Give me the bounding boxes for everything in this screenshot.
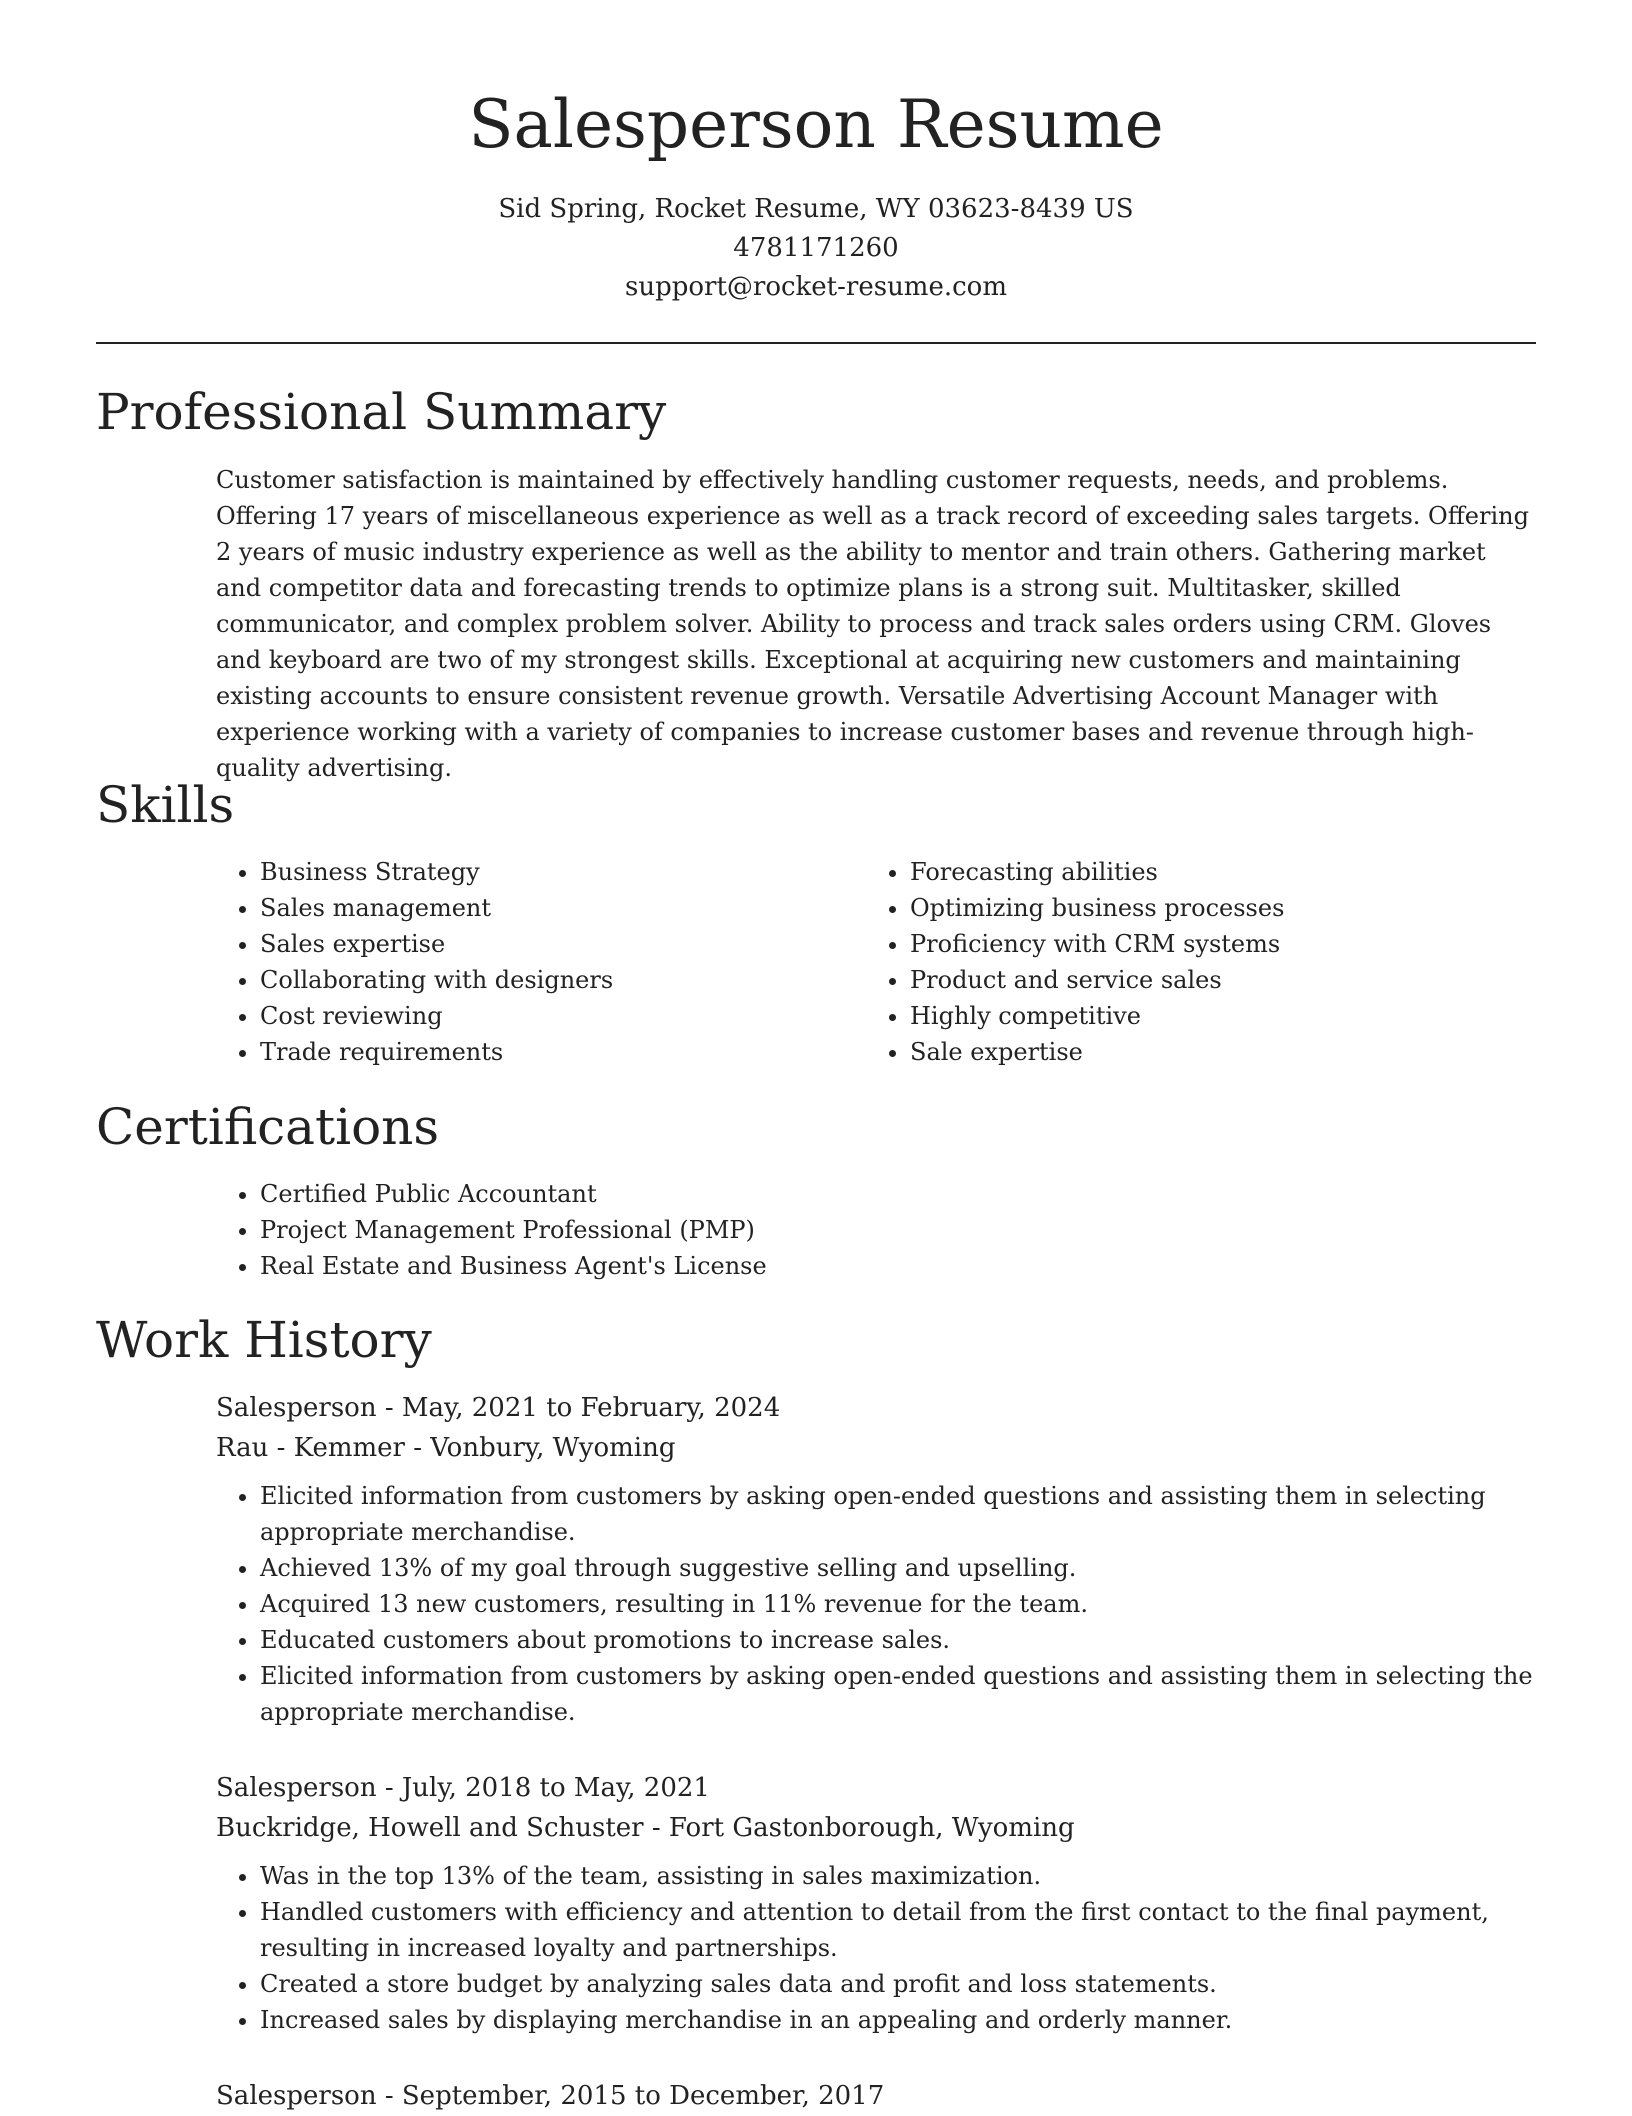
certification-item: • Real Estate and Business Agent's License bbox=[260, 1248, 1536, 1284]
header-divider bbox=[96, 342, 1536, 344]
job-title-line: Salesperson - July, 2018 to May, 2021 bbox=[216, 1773, 710, 1803]
skills-heading: Skills bbox=[96, 776, 235, 834]
page-title: Salesperson Resume bbox=[468, 86, 1164, 163]
resume-header bbox=[0, 0, 1632, 307]
skill-item: • Trade requirements bbox=[260, 1034, 866, 1070]
email-text: support@rocket-resume.com bbox=[624, 272, 1007, 302]
skill-item: • Business Strategy bbox=[260, 854, 866, 890]
job-bullet: • Was in the top 13% of the team, assisting in sales maximization. bbox=[260, 1858, 1536, 1894]
job-company-line: Buckridge, Howell and Schuster - Fort Gastonborough, Wyoming bbox=[216, 1813, 1075, 1843]
certification-item: • Certified Public Accountant bbox=[260, 1176, 1536, 1212]
job-bullet: • Educated customers about promotions to increase sales. bbox=[260, 1622, 1536, 1658]
skills-list-right bbox=[866, 854, 1516, 1070]
phone-text: 4781171260 bbox=[733, 233, 899, 263]
skills-column-right bbox=[866, 854, 1516, 1070]
job-company-line: Rau - Kemmer - Vonbury, Wyoming bbox=[216, 1433, 676, 1463]
certifications-heading: Certifications bbox=[96, 1098, 440, 1156]
job-bullet: • Achieved 13% of my goal through suggestive selling and upselling. bbox=[260, 1550, 1536, 1586]
skill-item: • Cost reviewing bbox=[260, 998, 866, 1034]
job-bullet: • Created a store budget by analyzing sales data and profit and loss statements. bbox=[260, 1966, 1536, 2002]
job-bullet: • Elicited information from customers by asking open-ended questions and assisting them in selecting appropriate merchandise. bbox=[260, 1478, 1536, 1550]
skill-item: • Product and service sales bbox=[910, 962, 1516, 998]
certifications-section bbox=[216, 1176, 1536, 1284]
skill-item: • Sales expertise bbox=[260, 926, 866, 962]
job-entry bbox=[216, 2076, 1536, 2116]
job-bullets bbox=[216, 1858, 1536, 2038]
address-text: Sid Spring, Rocket Resume, WY 03623-8439 US bbox=[498, 194, 1134, 224]
job-bullet: • Handled customers with efficiency and attention to detail from the first contact to the final payment, resulting in increased loyalty and partnerships. bbox=[260, 1894, 1536, 1966]
job-entry bbox=[216, 1388, 1536, 1730]
skill-item: • Highly competitive bbox=[910, 998, 1516, 1034]
job-bullets bbox=[216, 1478, 1536, 1730]
summary-text: Customer satisfaction is maintained by effectively handling customer requests, needs, and problems. Offering 17 years of miscellaneous experience as well as a track record of exceeding sales targets. Offering 2 years of music industry experience as well as the ability to mentor and train others. Gathering market and competitor data and forecasting trends to optimize plans is a strong suit. Multitasker, skilled communicator, and complex problem solver. Ability to process and track sales orders using CRM. Gloves and keyboard are two of my strongest skills. Exceptional at acquiring new customers and maintaining existing accounts to ensure consistent revenue growth. Versatile Advertising Account Manager with experience working with a variety of companies to increase customer bases and revenue through high-quality advertising. bbox=[216, 466, 1529, 782]
contact-info bbox=[0, 190, 1632, 307]
job-title-line: Salesperson - September, 2015 to December, 2017 bbox=[216, 2081, 885, 2111]
skill-item: • Proficiency with CRM systems bbox=[910, 926, 1516, 962]
skills-list-left bbox=[216, 854, 866, 1070]
work-history-heading: Work History bbox=[96, 1311, 432, 1369]
skills-section bbox=[216, 854, 1536, 1070]
skill-item: • Sale expertise bbox=[910, 1034, 1516, 1070]
skill-item: • Optimizing business processes bbox=[910, 890, 1516, 926]
skill-item: • Forecasting abilities bbox=[910, 854, 1516, 890]
job-bullet: • Acquired 13 new customers, resulting in 11% revenue for the team. bbox=[260, 1586, 1536, 1622]
certification-item: • Project Management Professional (PMP) bbox=[260, 1212, 1536, 1248]
summary-section bbox=[216, 462, 1536, 786]
skills-column-left bbox=[216, 854, 866, 1070]
job-bullet: • Increased sales by displaying merchandise in an appealing and orderly manner. bbox=[260, 2002, 1536, 2038]
job-title-line: Salesperson - May, 2021 to February, 2024 bbox=[216, 1393, 781, 1423]
job-bullet: • Elicited information from customers by asking open-ended questions and assisting them in selecting the appropriate merchandise. bbox=[260, 1658, 1536, 1730]
job-entry bbox=[216, 1768, 1536, 2038]
skill-item: • Sales management bbox=[260, 890, 866, 926]
summary-heading: Professional Summary bbox=[96, 383, 667, 441]
skill-item: • Collaborating with designers bbox=[260, 962, 866, 998]
certifications-list bbox=[216, 1176, 1536, 1284]
